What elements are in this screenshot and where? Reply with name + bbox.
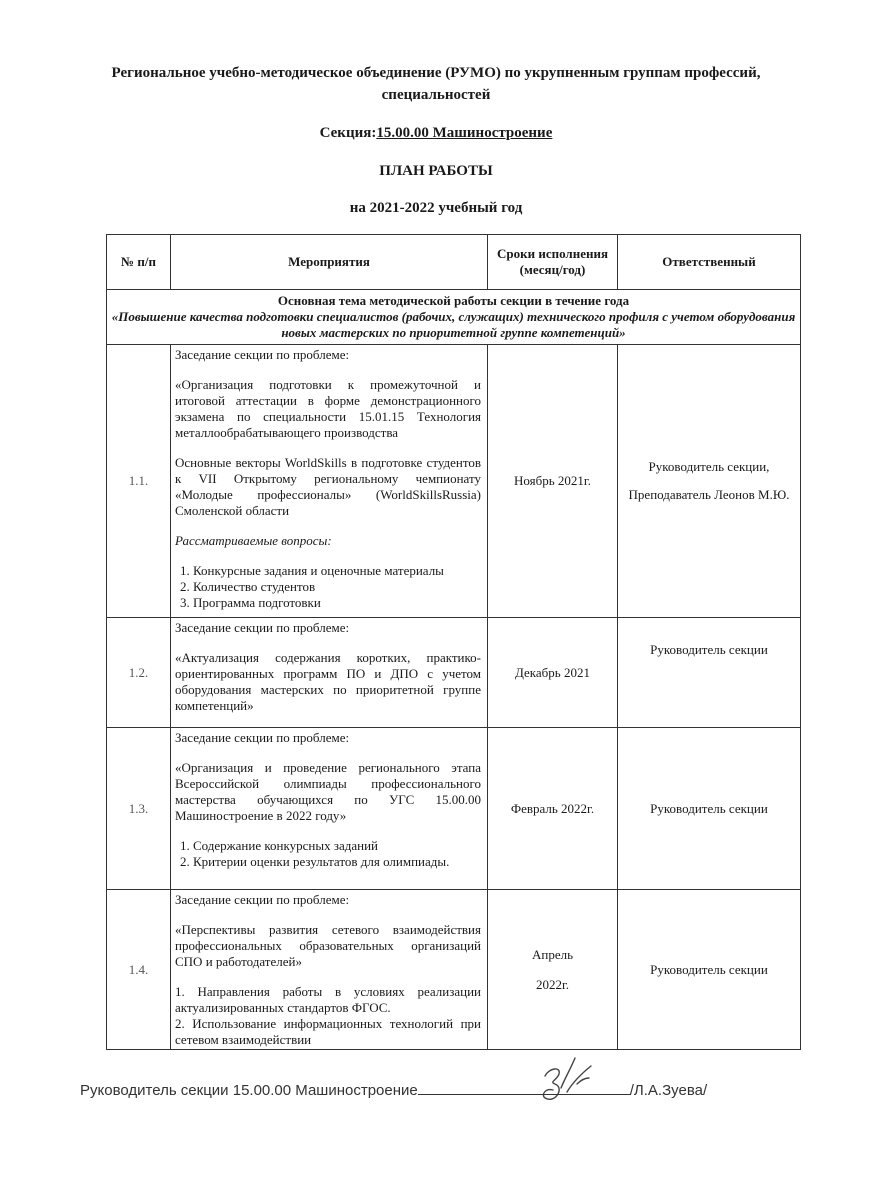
term-month: Апрель [531, 946, 574, 962]
row-responsible [618, 345, 801, 618]
activity-text: Основные векторы WorldSkills в подготовке студентов к VII Открытому региональному чемпионату «Молодые профессионалы» (WorldSkillsRussia) Смоленской области [175, 455, 481, 518]
row-activity [171, 345, 488, 618]
list-item: 1. Конкурсные задания и оценочные материалы [193, 563, 481, 579]
section-label: Секция: [319, 125, 377, 141]
term-year: 2022г. [535, 976, 570, 992]
row-term: Февраль 2022г. [488, 728, 618, 890]
plan-table [106, 234, 801, 1050]
plan-title: ПЛАН РАБОТЫ [379, 163, 493, 179]
col-header-responsible: Ответственный [618, 235, 801, 290]
row-activity [171, 618, 488, 728]
list-item: 2. Использование информационных технологий при сетевом взаимодействии [175, 1016, 481, 1047]
row-responsible: Руководитель секции [618, 728, 801, 890]
activity-text: «Актуализация содержания коротких, практико-ориентированных программ ПО и ДПО с учетом оборудования мастерских по приоритетной группе компетенций» [175, 650, 481, 713]
activity-intro: Заседание секции по проблеме: [175, 730, 350, 745]
row-number: 1.3. [107, 728, 171, 890]
table-row [107, 618, 801, 728]
theme-title: Основная тема методической работы секции в течение года [277, 293, 630, 308]
activity-text: «Перспективы развития сетевого взаимодействия профессиональных образовательных организаций СПО и работодателей» [175, 922, 481, 969]
list-item: 1. Направления работы в условиях реализации актуализированных стандартов ФГОС. [175, 984, 481, 1015]
col-header-term: Сроки исполнения (месяц/год) [488, 235, 618, 290]
questions-list [175, 563, 481, 611]
table-row [107, 890, 801, 1050]
org-title: Региональное учебно-методическое объединение (РУМО) по укрупненным группам профессий, специальностей [111, 65, 761, 103]
theme-text: «Повышение качества подготовки специалистов (рабочих, служащих) технического профиля с учетом оборудования новых мастерских по приоритетной группе компетенций» [111, 309, 796, 340]
list-item: 3. Программа подготовки [193, 595, 481, 611]
row-term: Декабрь 2021 [488, 618, 618, 728]
activity-intro: Заседание секции по проблеме: [175, 347, 350, 362]
row-responsible: Руководитель секции [618, 890, 801, 1050]
row-number: 1.2. [107, 618, 171, 728]
row-number: 1.4. [107, 890, 171, 1050]
signature-line [418, 1084, 630, 1095]
activity-text: «Организация и проведение регионального этапа Всероссийской олимпиады профессионального мастерства обучающихся по УГС 15.00.00 Машиностроение в 2022 году» [175, 760, 481, 823]
table-row [107, 728, 801, 890]
list-item: 1. Содержание конкурсных заданий [193, 838, 481, 854]
questions-label: Рассматриваемые вопросы: [175, 533, 332, 548]
footer-name: /Л.А.Зуева/ [629, 1082, 708, 1099]
theme-cell [107, 290, 801, 345]
responsible-line: Руководитель секции, [648, 459, 770, 474]
section-title [0, 125, 872, 142]
row-activity [171, 728, 488, 890]
row-activity [171, 890, 488, 1050]
table-row [107, 345, 801, 618]
plan-year: на 2021-2022 учебный год [349, 200, 523, 216]
table-header-row [107, 235, 801, 290]
responsible-line: Преподаватель Леонов М.Ю. [628, 487, 790, 502]
row-number: 1.1. [107, 345, 171, 618]
list-item: 2. Критерии оценки результатов для олимпиады. [193, 854, 481, 870]
row-term: Ноябрь 2021г. [488, 345, 618, 618]
activity-text: «Организация подготовки к промежуточной и итоговой аттестации в форме демонстрационного экзамена по специальности 15.01.15 Технология металлообрабатывающего производства [175, 377, 481, 440]
footer-label: Руководитель секции 15.00.00 Машиностроение [80, 1082, 418, 1099]
criteria-list [175, 838, 481, 870]
list-item: 2. Количество студентов [193, 579, 481, 595]
theme-row [107, 290, 801, 345]
row-responsible: Руководитель секции [618, 618, 801, 728]
section-value: 15.00.00 Машиностроение [376, 125, 553, 141]
activity-intro: Заседание секции по проблеме: [175, 620, 350, 635]
col-header-activity: Мероприятия [171, 235, 488, 290]
row-term [488, 890, 618, 1050]
activity-intro: Заседание секции по проблеме: [175, 892, 350, 907]
footer-signature-line [80, 1082, 707, 1099]
col-header-num: № п/п [107, 235, 171, 290]
